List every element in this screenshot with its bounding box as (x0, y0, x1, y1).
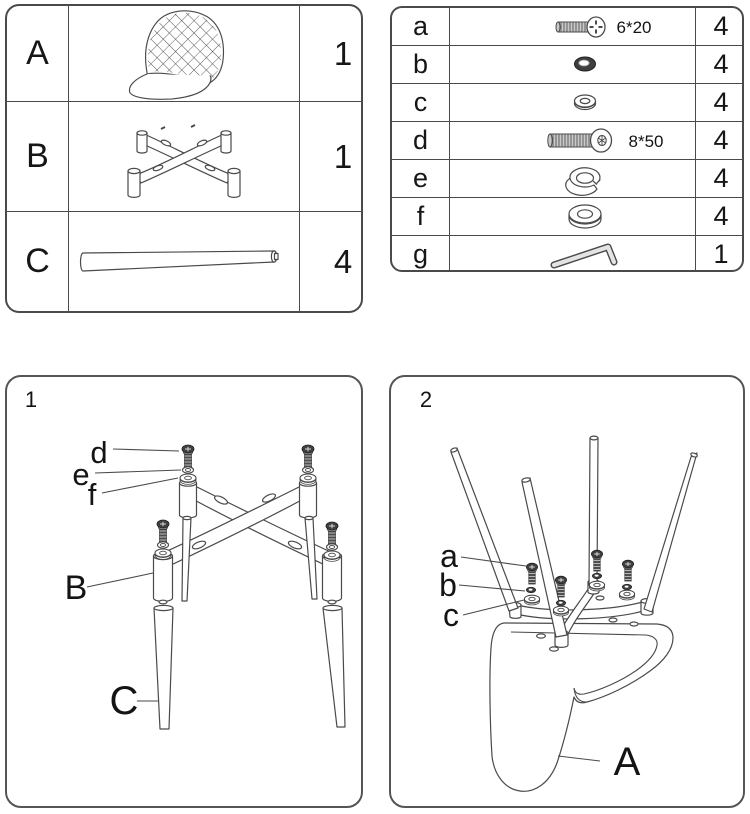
callout-c: c (443, 597, 459, 633)
hw-b-drawing (450, 46, 696, 84)
leader-d (113, 449, 179, 451)
hw-c-qty: 4 (696, 84, 744, 122)
leader-A (558, 756, 600, 761)
part-c-label: C (7, 212, 69, 311)
hw-a-size: 6*20 (616, 18, 652, 37)
hardware-stack-4 (324, 522, 340, 561)
callout-f: f (87, 477, 97, 512)
seat-shell-icon (118, 8, 250, 100)
hw-f-qty: 4 (696, 198, 744, 236)
allen-key-icon (450, 236, 695, 272)
hw-e-label: e (392, 160, 450, 198)
hw-g-drawing (450, 236, 696, 272)
socket-front-left (128, 168, 140, 197)
hw-d-drawing (450, 122, 696, 160)
hw-a-drawing (450, 8, 696, 46)
hw-a-label: a (392, 8, 450, 46)
spring-washer-icon (450, 160, 695, 197)
flat-washer-icon (450, 198, 695, 235)
socket-back-right (300, 480, 317, 518)
socket-front-right (228, 168, 240, 197)
leader-f (102, 478, 178, 493)
step2-number: 2 (419, 387, 433, 412)
socket-back-left (137, 131, 147, 153)
cross-base-icon (104, 109, 264, 204)
part-b-drawing (69, 102, 300, 212)
step1-panel (5, 375, 363, 808)
part-a-label: A (7, 6, 69, 102)
hw-b-label: b (392, 46, 450, 84)
part-c-drawing (69, 212, 300, 311)
hw-g-qty: 1 (713, 239, 729, 269)
callout-e: e (72, 457, 90, 492)
step2-panel (389, 375, 745, 808)
hw-b-qty: 4 (696, 46, 744, 84)
hardware-stack-4 (619, 560, 634, 600)
back-left-leg (182, 516, 191, 601)
screw-large-icon (450, 122, 695, 159)
leg-far-left (450, 447, 518, 611)
front-right-leg (323, 600, 345, 727)
socket-back-left (180, 480, 197, 518)
washer-small-icon (450, 84, 695, 121)
seat-shell (490, 596, 673, 791)
hw-d-label: d (392, 122, 450, 160)
hw-d-qty: 4 (696, 122, 744, 160)
hardware-stack-1 (180, 445, 196, 484)
hardware-stack-2 (300, 445, 316, 484)
hw-c-drawing (450, 84, 696, 122)
step1-number: 1 (24, 387, 38, 412)
mount-hole (596, 596, 604, 600)
hw-c-label: c (392, 84, 450, 122)
part-b-label: B (7, 102, 69, 212)
back-right-leg (305, 516, 317, 599)
leader-B (87, 573, 153, 587)
mount-hole (630, 622, 638, 626)
screw-small-icon (450, 8, 695, 45)
socket-back-right (221, 131, 231, 153)
hardware-stack-1 (524, 563, 539, 605)
hardware-table (390, 6, 744, 272)
hw-e-drawing (450, 160, 696, 198)
hw-d-size: 8*50 (628, 132, 664, 151)
hw-a-qty: 4 (696, 8, 744, 46)
hw-f-label: f (392, 198, 450, 236)
callout-b: b (439, 567, 457, 603)
front-left-leg (154, 600, 173, 729)
part-a-qty: 1 (300, 6, 363, 102)
hw-e-qty: 4 (696, 160, 744, 198)
cap-nut-icon (450, 46, 695, 83)
part-b-qty: 1 (300, 102, 363, 212)
callout-C: C (109, 679, 139, 723)
part-c-qty: 4 (333, 242, 353, 280)
hw-g-label: g (392, 236, 450, 272)
callout-B: B (64, 569, 88, 607)
step2-diagram (391, 377, 743, 806)
parts-table (5, 4, 363, 313)
step1-diagram (7, 377, 361, 806)
mount-hole (537, 634, 546, 638)
callout-d: d (90, 435, 108, 470)
part-a-drawing (69, 6, 300, 102)
callout-a: a (440, 538, 458, 574)
leader-b (459, 585, 525, 591)
leg-icon (69, 242, 299, 282)
leg-far-right (644, 452, 698, 612)
callout-A: A (613, 740, 641, 784)
hardware-stack-3 (155, 520, 171, 559)
leader-e (95, 470, 181, 473)
mount-hole (609, 618, 617, 622)
hw-f-drawing (450, 198, 696, 236)
